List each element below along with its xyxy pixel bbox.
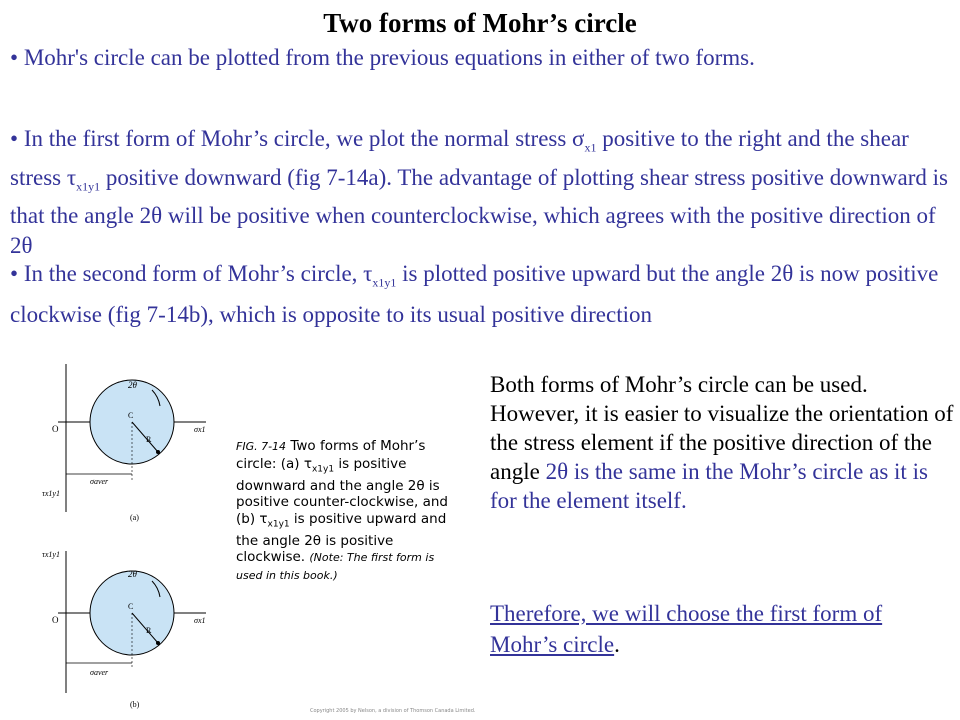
radius-label: R	[146, 435, 152, 444]
bullet-marker: •	[10, 261, 19, 286]
tau-subscript: x1y1	[76, 179, 101, 194]
mohr-diagram-b	[36, 543, 236, 713]
panel-label: (a)	[130, 513, 139, 522]
bullet-forms-text: Mohr's circle can be plotted from the previous equations in either of two forms.	[23, 45, 755, 70]
caption-fig-number: FIG. 7-14	[236, 440, 287, 453]
right-explanation	[490, 370, 955, 515]
sigma-subscript: x1	[584, 140, 597, 155]
center-label: C	[128, 602, 134, 611]
copyright-note: Copyright 2005 by Nelson, a division of Thomson Canada Limited.	[310, 708, 476, 714]
radius-point	[156, 641, 160, 645]
caption-subscript-1: x1y1	[311, 464, 335, 475]
bullet-first-form-text-1: In the first form of Mohr’s circle, we plot the normal stress σ	[23, 126, 585, 151]
sigma-aver-label: σaver	[90, 668, 109, 677]
bullet-first-form-text-3: positive downward (fig 7-14a). The advantage of plotting shear stress positive downward is that the angle 2θ will be positive when counterclockwise, which agrees with the positive direction of 2θ	[10, 164, 948, 259]
sigma-axis-label: σx1	[194, 425, 206, 434]
caption-text-2: is positive downward and the angle 2θ is positive counter-clockwise, and (b) τ	[236, 455, 448, 527]
figure-caption	[236, 438, 456, 584]
caption-subscript-2: x1y1	[267, 519, 290, 530]
bullet-forms	[10, 42, 910, 73]
right-explanation-highlight: 2θ is the same in the Mohr’s circle as it is for the element itself.	[490, 459, 928, 513]
radius-label: R	[146, 626, 152, 635]
caption-text-3: is positive upward and the angle 2θ is positive clockwise.	[236, 510, 447, 566]
mohr-diagram-a	[36, 362, 236, 530]
sigma-axis-label: σx1	[194, 616, 206, 625]
origin-label: O	[52, 424, 59, 434]
conclusion-period: .	[614, 632, 620, 657]
panel-label: (b)	[130, 700, 140, 709]
caption-text-1: Two forms of Mohr’s circle: (a) τ	[236, 438, 426, 472]
origin-label: O	[52, 615, 59, 625]
slide-title: Two forms of Mohr’s circle	[323, 8, 637, 38]
angle-label: 2θ	[128, 569, 137, 579]
tau-subscript: x1y1	[372, 275, 397, 290]
radius-point	[156, 450, 160, 454]
angle-label: 2θ	[128, 380, 137, 390]
sigma-aver-label: σaver	[90, 477, 109, 486]
bullet-marker: •	[10, 45, 19, 70]
bullet-marker: •	[10, 126, 19, 151]
center-label: C	[128, 411, 134, 420]
bullet-second-form-text-2: is plotted positive upward but the angle 2θ is now positive clockwise (fig 7-14b), which is opposite to its usual positive direction	[10, 261, 939, 327]
tau-axis-label: τx1y1	[42, 489, 60, 498]
conclusion-text: Therefore, we will choose the first form of Mohr’s circle	[490, 601, 883, 657]
right-explanation-text: Both forms of Mohr’s circle can be used. However, it is easier to visualize the orientation of the stress element if the positive direction of the angle	[490, 372, 954, 484]
bullet-first-form-text-2: positive to the right and the shear stress τ	[10, 126, 909, 190]
bullet-second-form-text-1: In the second form of Mohr’s circle, τ	[23, 261, 373, 286]
bullet-second-form	[10, 258, 940, 330]
conclusion	[490, 598, 930, 660]
caption-note: (Note: The first form is used in this book.)	[236, 551, 435, 582]
tau-axis-label: τx1y1	[42, 550, 60, 559]
bullet-first-form	[10, 124, 950, 261]
